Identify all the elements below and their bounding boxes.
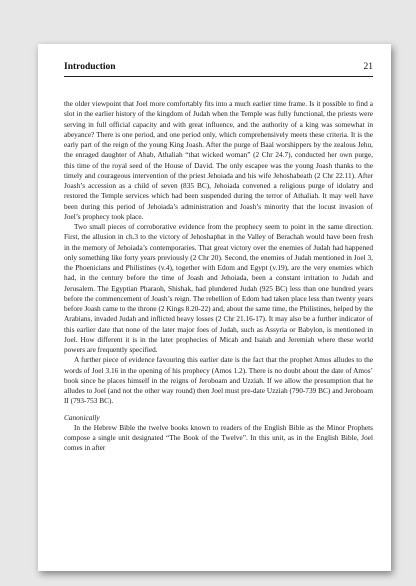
paragraph-canonically: In the Hebrew Bible the twelve books known to readers of the English Bible as the Minor Prophets compose a single unit designated “The Book of the Twelve”. In this unit, as in the English Bible, Joel comes in after [64,422,373,453]
body-text [64,99,373,454]
chapter-title: Introduction [64,62,116,72]
book-page [38,44,391,571]
section-heading: Canonically [64,412,100,422]
running-head [64,62,373,76]
page-number: 21 [363,62,373,72]
paragraph-continued: the older viewpoint that Joel more comfortably fits into a much earlier time frame. Is it possible to find a slot in the earlier history of the kingdom of Judah when the Temple was fully functional, the priests were serving in full official capacity and with great influence, and the authority of a king was somewhat in abeyance? There is one period, and one period only, which comprehensively meets these criteria. It is the early part of the reign of the young King Joash. After the purge of Baal worshippers by the zealous Jehu, the enraged daughter of Ahab, Athaliah “that wicked woman” (2 Chr 24.7), conducted her own purge, this time of the royal seed of the House of David. The only escapee was the young Joash thanks to the timely and courageous intervention of the priest Jehoiada and his wife Jehoshabeath (2 Chr 22.11). After Joash’s accession as a child of seven (835 BC), Jehoiada convened a religious purge of idolatry and restored the Temple services which had been suspended during the terror of Athaliah. It may well have been during this period of Jehoiada’s administration and Joash’s minority that the locust invasion of Joel’s prophecy took place. [64,99,373,221]
paragraph-corroborative-evidence: Two small pieces of corroborative evidence from the prophecy seem to point in the same direction. First, the allusion in ch.3 to the victory of Jehoshaphat in the Valley of Berachah would have been fresh in the memory of Jehoiada’s contemporaries. That great victory over the enemies of Judah had happened only something like forty years previously (2 Chr 20). Second, the enemies of Judah mentioned in Joel 3, the Phoenicians and Philistines (v.4), together with Edom and Egypt (v.19), are the very enemies which had, in the century before the time of Joash and Jehoiada, been a constant irritation to Judah and Jerusalem. The Egyptian Pharaoh, Shishak, had plundered Judah (925 BC) less than one hundred years before the commencement of Joash’s reign. The rebellion of Edom had taken place less than twenty years before Joash came to the throne (2 Kings 8.20-22) and, about the same time, the Philistines, helped by the Arabians, invaded Judah and inflicted heavy losses (2 Chr 21.16-17). It may also be a further indicator of this earlier date that none of the later major foes of Judah, such as Assyria or Babylon, is mentioned in Joel. How different it is in the later prophecies of Micah and Isaiah and Jeremiah where these world powers are frequently specified. [64,222,373,354]
header-rule [64,76,373,77]
paragraph-amos-evidence: A further piece of evidence favouring this earlier date is the fact that the prophet Amos alludes to the words of Joel 3.16 in the opening of his prophecy (Amos 1.2). There is no doubt about the date of Amos’ book since he places himself in the reigns of Jeroboam and Uzziah. If we allow the presumption that he alludes to Joel (and not the other way round) then Joel must pre-date Uzziah (790-739 BC) and Jeroboam II (793-753 BC). [64,355,373,406]
